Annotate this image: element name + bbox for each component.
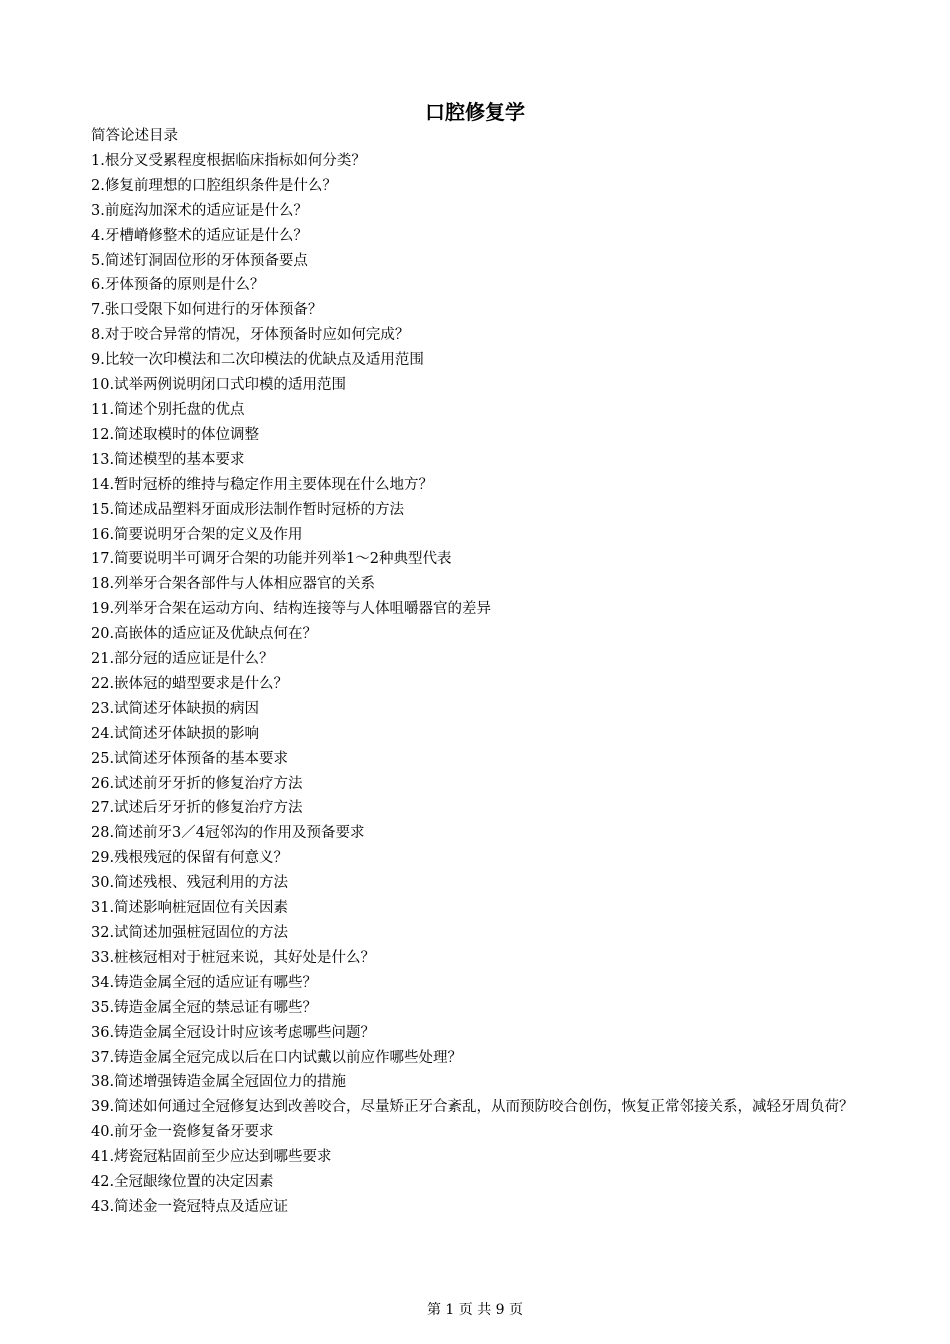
- toc-item: 35.铸造金属全冠的禁忌证有哪些？: [91, 999, 318, 1016]
- toc-list: [91, 149, 866, 1220]
- toc-item: 8.对于咬合异常的情况，牙体预备时应如何完成？: [91, 327, 410, 344]
- toc-item: 4.牙槽嵴修整术的适应证是什么？: [91, 227, 308, 244]
- toc-item: 34.铸造金属全冠的适应证有哪些？: [91, 974, 318, 991]
- toc-item: 25.试简述牙体预备的基本要求: [91, 750, 289, 767]
- toc-item: 15.简述成品塑料牙面成形法制作暂时冠桥的方法: [91, 501, 405, 518]
- toc-item: 7.张口受限下如何进行的牙体预备？: [91, 302, 323, 319]
- toc-item: 11.简述个别托盘的优点: [91, 401, 245, 418]
- toc-item: 18.列举牙合架各部件与人体相应器官的关系: [91, 576, 376, 593]
- toc-item: 33.桩核冠相对于桩冠来说，其好处是什么？: [91, 949, 376, 966]
- toc-item: 22.嵌体冠的蜡型要求是什么？: [91, 675, 289, 692]
- toc-item: 38.简述增强铸造金属全冠固位力的措施: [91, 1074, 347, 1091]
- toc-item: 5.简述钉洞固位形的牙体预备要点: [91, 252, 308, 269]
- toc-item: 40.前牙金一瓷修复备牙要求: [91, 1124, 274, 1141]
- toc-item: 2.修复前理想的口腔组织条件是什么？: [91, 177, 337, 194]
- toc-item: 39.简述如何通过全冠修复达到改善咬合，尽量矫正牙合紊乱，从而预防咬合创伤，恢复正常邻接关系，减轻牙周负荷？: [91, 1099, 854, 1116]
- toc-item: 20.高嵌体的适应证及优缺点何在？: [91, 626, 318, 643]
- toc-item: 16.简要说明牙合架的定义及作用: [91, 526, 303, 543]
- toc-item: 41.烤瓷冠粘固前至少应达到哪些要求: [91, 1149, 332, 1166]
- page-footer: 第 1 页 共 9 页: [426, 1302, 524, 1318]
- toc-section: [91, 124, 866, 1220]
- toc-item: 1.根分叉受累程度根据临床指标如何分类？: [91, 152, 366, 169]
- toc-item: 42.全冠龈缘位置的决定因素: [91, 1174, 274, 1191]
- toc-item: 27.试述后牙牙折的修复治疗方法: [91, 800, 303, 817]
- toc-item: 6.牙体预备的原则是什么？: [91, 277, 265, 294]
- toc-item: 13.简述模型的基本要求: [91, 451, 245, 468]
- toc-item: 28.简述前牙3／4冠邻沟的作用及预备要求: [91, 825, 365, 842]
- toc-item: 21.部分冠的适应证是什么？: [91, 651, 274, 668]
- toc-item: 12.简述取模时的体位调整: [91, 426, 260, 443]
- toc-item: 14.暂时冠桥的维持与稳定作用主要体现在什么地方？: [91, 476, 434, 493]
- toc-item: 36.铸造金属全冠设计时应该考虑哪些问题？: [91, 1024, 376, 1041]
- toc-item: 29.残根残冠的保留有何意义？: [91, 850, 289, 867]
- toc-item: 31.简述影响桩冠固位有关因素: [91, 900, 289, 917]
- toc-heading: 简答论述目录: [91, 128, 178, 144]
- toc-item: 26.试述前牙牙折的修复治疗方法: [91, 775, 303, 792]
- toc-item: 30.简述残根、残冠利用的方法: [91, 875, 289, 892]
- toc-item: 37.铸造金属全冠完成以后在口内试戴以前应作哪些处理？: [91, 1049, 463, 1066]
- toc-item: 43.简述金一瓷冠特点及适应证: [91, 1198, 289, 1215]
- document-title: 口腔修复学: [425, 100, 525, 124]
- toc-item: 3.前庭沟加深术的适应证是什么？: [91, 202, 308, 219]
- toc-item: 10.试举两例说明闭口式印模的适用范围: [91, 377, 347, 394]
- toc-item: 24.试简述牙体缺损的影响: [91, 725, 260, 742]
- toc-item: 9.比较一次印模法和二次印模法的优缺点及适用范围: [91, 352, 424, 369]
- toc-item: 17.简要说明半可调牙合架的功能并列举1～2种典型代表: [91, 551, 452, 568]
- toc-item: 23.试简述牙体缺损的病因: [91, 700, 260, 717]
- toc-item: 32.试简述加强桩冠固位的方法: [91, 925, 289, 941]
- toc-item: 19.列举牙合架在运动方向、结构连接等与人体咀嚼器官的差异: [91, 601, 492, 618]
